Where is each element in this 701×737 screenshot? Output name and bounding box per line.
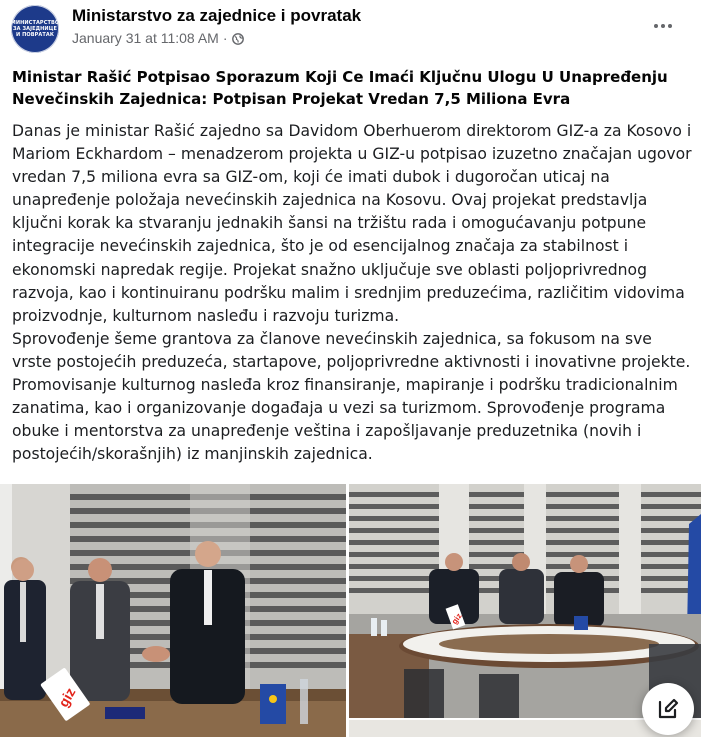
giz-sign-left: giz (54, 684, 79, 710)
page-name-link[interactable]: Ministarstvo za zajednice i povratak (72, 6, 362, 25)
more-options-icon[interactable] (648, 14, 678, 38)
avatar-line-3: И ПОВРАТАК (15, 32, 55, 38)
photo-handshake[interactable] (0, 484, 346, 737)
page-avatar[interactable] (11, 5, 59, 53)
post-timestamp[interactable]: January 31 at 11:08 AM (72, 30, 219, 46)
compose-icon[interactable] (642, 683, 694, 735)
post-headline: Ministar Rašić Potpisao Sporazum Koji Ce Imaći Ključnu Ulogu U Unapređenju Nevečinskih Zajednica: Potpisan Projekat Vredan 7,5 Miliona Evra (12, 68, 668, 108)
post-body: Danas je ministar Rašić zajedno sa Davidom Oberhuerom direktorom GIZ-a za Kosovo i Mariom Eckhardom – menadzerom projekta u GIZ-u potpisao izuzetno značajan ugovor vredan 7,5 miliona evra sa GIZ-om, koji će imati dubok i dugoročan uticaj na unapređenje položaja nevećinskih zajednica na Kosovu. Ovaj projekat predstavlja ključni korak ka stvaranju jednakih šansi na tržištu rada i omogućavanju potpune integracije nevećinskih zajednica, što je od esencijalnog značaja za stabilnost i ekonomski napredak regije. Projekat snažno uključuje sve oblasti poljoprivrednog razvoja, kao i kontinuiranu podršku malim i srednjim preduzećima, različitim vidovima proizvodnje, kulturnom nasleđu i razvoju turizma. Sprovođenje šeme grantova za članove nevećinskih zajednica, sa fokusom na sve vrste postojećih preduzeća, startapove, poljoprivredne aktivnosti i inovativne projekte. Promovisanje kulturnog nasleđa kroz finansiranje, mapiranje i podršku tradicionalnim zanatima, kao i organizovanje događaja u vezi sa turizmom. Sprovođenje programa obuke i mentorstva za unapređenje veština i zapošljavanje preduzetnika (novih i postojećih/skorašnjih) iz manjinskih zajednica. (12, 122, 692, 464)
avatar-line-1: МИНИСТАРСТВО (11, 20, 59, 26)
photo-signing[interactable] (349, 484, 701, 718)
post-photos (0, 484, 701, 737)
avatar-line-2: ЗА ЗАЈЕДНИЦЕ (13, 26, 57, 32)
post-meta (72, 30, 244, 46)
meta-separator: · (222, 30, 228, 46)
giz-sign-right: giz (449, 611, 464, 626)
globe-icon[interactable] (232, 32, 244, 44)
